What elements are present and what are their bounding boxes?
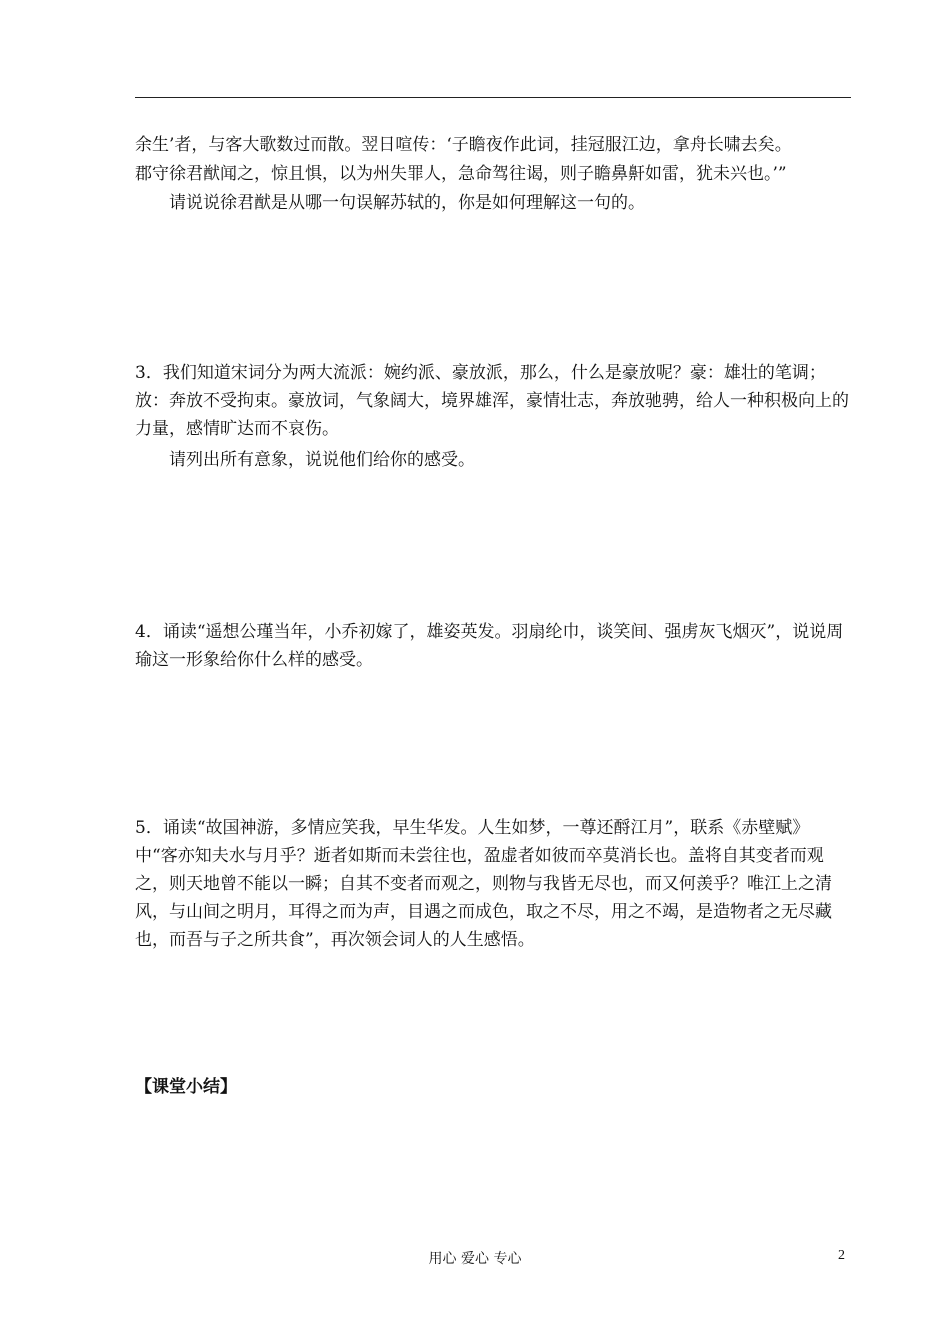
- question-3-text: 3．我们知道宋词分为两大流派：婉约派、豪放派，那么，什么是豪放呢？豪：雄壮的笔调；放：奔放不受拘束。豪放词，气象阔大，境界雄浑，豪情壮志，奔放驰骋，给人一种积极向上的力量，感情旷达而不哀伤。: [135, 363, 849, 439]
- continuation-line-1: 余生’者，与客大歌数过而散。翌日喧传：‘子瞻夜作此词，挂冠服江边，拿舟长啸去矣。: [135, 135, 792, 155]
- continuation-line-2: 郡守徐君猷闻之，惊且惧，以为州失罪人，急命驾往谒，则子瞻鼻鼾如雷，犹未兴也。’”: [135, 164, 787, 184]
- page-number: 2: [838, 1248, 845, 1263]
- footer-text: 用心 爱心 专心: [428, 1251, 522, 1267]
- question-5-text: 5．诵读“故国神游，多情应笑我，早生华发。人生如梦，一尊还酹江月”，联系《赤壁赋》中“客亦知夫水与月乎？逝者如斯而未尝往也，盈虚者如彼而卒莫消长也。盖将自其变者而观之，则天地曾不能以一瞬；自其不变者而观之，则物与我皆无尽也，而又何羡乎？唯江上之清风，与山间之明月，耳得之而为声，目遇之而成色，取之不尽，用之不竭，是造物者之无尽藏也，而吾与子之所共食”，再次领会词人的人生感悟。: [135, 818, 832, 950]
- summary-heading: 【课堂小结】: [135, 1077, 237, 1097]
- question-2-prompt: 请说说徐君猷是从哪一句误解苏轼的，你是如何理解这一句的。: [169, 193, 645, 213]
- question-4-text: 4．诵读“遥想公瑾当年，小乔初嫁了，雄姿英发。羽扇纶巾，谈笑间、强虏灰飞烟灭”，说说周瑜这一形象给你什么样的感受。: [135, 622, 844, 670]
- header-rule: [135, 97, 851, 98]
- question-3-prompt: 请列出所有意象，说说他们给你的感受。: [169, 450, 475, 470]
